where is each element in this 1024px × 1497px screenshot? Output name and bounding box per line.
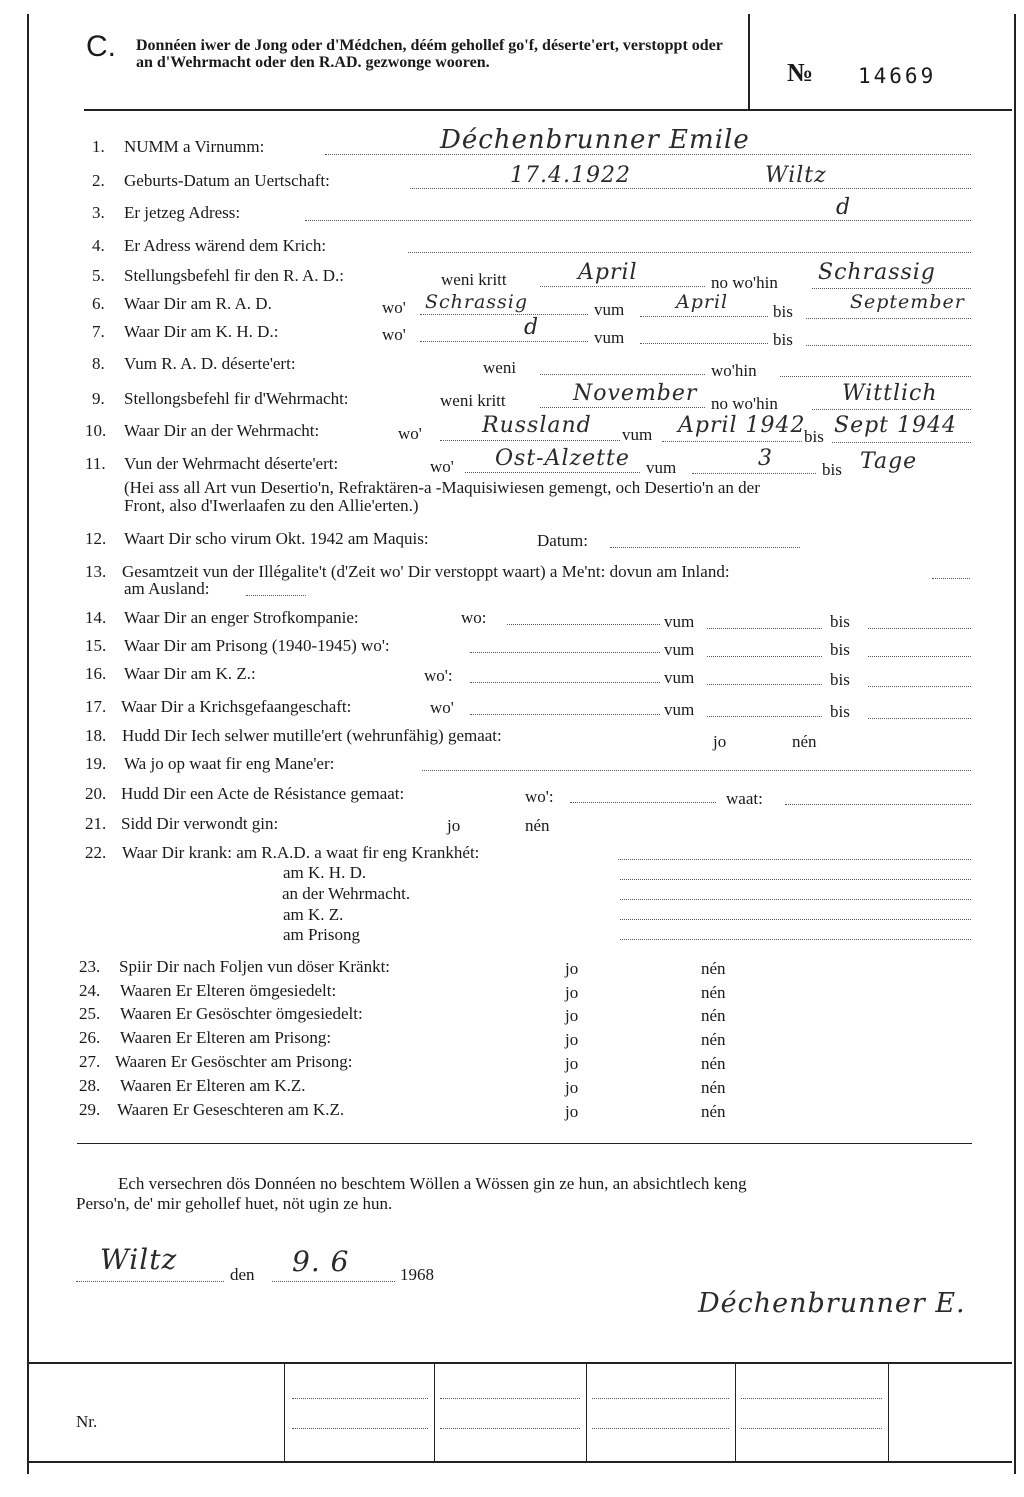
- birth-label: Geburts-Datum an Uertschaft:: [124, 171, 330, 190]
- address-value: d: [836, 195, 852, 220]
- address-label: Er jetzeg Adress:: [124, 203, 241, 222]
- illness-sub-label: am Prisong: [283, 925, 360, 944]
- kz-label: Waar Dir am K. Z.:: [124, 664, 256, 683]
- name-value: Déchenbrunner Emile: [440, 125, 750, 155]
- line-number: 16.: [85, 664, 107, 683]
- datum-label: Datum:: [537, 531, 588, 550]
- desertion-note: Front, also d'Iwerlaafen zu den Allie'erten.): [124, 496, 419, 515]
- line-number: 18.: [85, 726, 107, 745]
- footer-bottom-rule: [28, 1461, 1012, 1463]
- wounded-label: Sidd Dir verwondt gin:: [121, 814, 279, 833]
- rad-from-value: April: [676, 291, 729, 313]
- prison-to-field[interactable]: [868, 656, 971, 657]
- footer-field[interactable]: [440, 1398, 580, 1399]
- consequences-label: Spiir Dir nach Foljen vun döser Kränkt:: [119, 957, 391, 976]
- rad-desert-where-field[interactable]: [780, 376, 971, 377]
- line-number: 21.: [85, 814, 107, 833]
- wo-label: wo': [382, 325, 406, 344]
- line-number: 28.: [79, 1076, 101, 1095]
- number-sign: №: [787, 58, 814, 87]
- footer-cell-divider: [586, 1363, 587, 1461]
- bis-label: bis: [804, 427, 824, 446]
- bis-label: bis: [773, 302, 793, 321]
- wm-desert-from-field[interactable]: [692, 473, 816, 474]
- khd-where-value: d: [524, 315, 540, 340]
- wm-to-value: Sept 1944: [834, 413, 957, 438]
- nen-option[interactable]: nén: [525, 816, 550, 835]
- illegality-label: Gesamtzeit vun der Illégalite't (d'Zeit wo' Dir verstoppt waart) a Me'nt: dovun am Inland:: [122, 562, 730, 581]
- footer-cell-divider: [284, 1363, 285, 1461]
- kz-where-field[interactable]: [470, 682, 660, 683]
- form-title: Donnéen iwer de Jong oder d'Médchen, déém gehollef go'f, déserte'ert, verstoppt oder an d'Wehrmacht oder den R.AD. gezwonge wooren.: [136, 37, 723, 71]
- jo-option[interactable]: jo: [447, 816, 461, 835]
- line-number: 8.: [92, 354, 105, 373]
- prison-from-field[interactable]: [707, 656, 822, 657]
- wo-label: wo': [430, 698, 454, 717]
- illness-sub-label: an der Wehrmacht.: [282, 884, 411, 903]
- birth-date-value: 17.4.1922: [510, 163, 631, 188]
- line-number: 24.: [79, 981, 101, 1000]
- wm-order-label: Stellongsbefehl fir d'Wehrmacht:: [124, 389, 349, 408]
- year-label: 1968: [400, 1265, 434, 1284]
- wm-order-where-field[interactable]: [812, 409, 971, 410]
- wm-order-when-field[interactable]: [540, 407, 705, 408]
- kz-from-field[interactable]: [707, 684, 822, 685]
- line-number: 1.: [92, 137, 105, 156]
- vum-label: vum: [594, 300, 625, 319]
- footer-field[interactable]: [292, 1428, 428, 1429]
- when-label: weni: [483, 358, 517, 377]
- line-number: 5.: [92, 266, 105, 285]
- siblings-kz-label: Waaren Er Geseschteren am K.Z.: [117, 1100, 345, 1119]
- footer-cell-divider: [888, 1363, 889, 1461]
- footer-field[interactable]: [292, 1398, 428, 1399]
- vum-label: vum: [664, 700, 695, 719]
- illness-prison-field[interactable]: [620, 939, 971, 940]
- rad-order-where-value: Schrassig: [818, 260, 936, 285]
- line-number: 4.: [92, 236, 105, 255]
- mutilation-label: Hudd Dir Iech selwer mutille'ert (wehrunfähig) gemaat:: [122, 726, 502, 745]
- parents-prison-label: Waaren Er Elteren am Prisong:: [120, 1028, 332, 1047]
- line-number: 12.: [85, 529, 107, 548]
- line-number: 29.: [79, 1100, 101, 1119]
- illness-label: Waar Dir krank: am R.A.D. a waat fir eng Krankhét:: [122, 843, 480, 862]
- form-number: 14669: [858, 64, 937, 88]
- line-number: 9.: [92, 389, 105, 408]
- rad-to-field[interactable]: [806, 318, 971, 319]
- illness-rad-field[interactable]: [618, 859, 971, 860]
- rad-where-value: Schrassig: [425, 291, 529, 313]
- jo-option[interactable]: jo: [565, 1006, 579, 1025]
- sign-date-field[interactable]: [272, 1281, 395, 1282]
- wo-label: wo': [382, 298, 406, 317]
- pow-from-field[interactable]: [707, 716, 822, 717]
- sign-place-value: Wiltz: [100, 1243, 178, 1276]
- wm-from-field[interactable]: [662, 441, 802, 442]
- inland-field[interactable]: [932, 578, 970, 579]
- nen-option[interactable]: nén: [701, 1054, 726, 1073]
- line-number: 22.: [85, 843, 107, 862]
- line-number: 11.: [85, 454, 106, 473]
- line-number: 19.: [85, 754, 107, 773]
- nen-option[interactable]: nén: [701, 1078, 726, 1097]
- line-number: 25.: [79, 1004, 101, 1023]
- nen-option[interactable]: nén: [701, 1102, 726, 1121]
- pow-to-field[interactable]: [868, 718, 971, 719]
- desertion-note: (Hei ass all Art vun Desertio'n, Refraktären-a -Maquisiwiesen gemengt, och Desertio'n an der: [124, 478, 760, 497]
- where-label: no wo'hin: [711, 394, 778, 413]
- line-number: 27.: [79, 1052, 101, 1071]
- khd-from-field[interactable]: [640, 343, 768, 344]
- wm-desert-where-field[interactable]: [465, 472, 640, 473]
- rad-desert-label: Vum R. A. D. déserte'ert:: [124, 354, 296, 373]
- where-label: wo'hin: [711, 361, 757, 380]
- sign-date-value: 9. 6: [292, 1245, 350, 1278]
- line-number: 23.: [79, 957, 101, 976]
- nen-option[interactable]: nén: [792, 732, 817, 751]
- rad-where-field[interactable]: [420, 314, 588, 315]
- line-number: 2.: [92, 171, 105, 190]
- penal-to-field[interactable]: [868, 628, 971, 629]
- wm-desert-to-value: Tage: [860, 449, 918, 474]
- rad-order-when-value: April: [578, 260, 638, 285]
- nen-option[interactable]: nén: [701, 983, 726, 1002]
- khd-where-field[interactable]: [420, 341, 588, 342]
- maquis-date-field[interactable]: [610, 547, 800, 548]
- abroad-label: am Ausland:: [124, 579, 210, 598]
- jo-option[interactable]: jo: [713, 732, 727, 751]
- name-label: NUMM a Virnumm:: [124, 137, 265, 156]
- section-rule: [77, 1143, 972, 1144]
- wm-order-where-value: Wittlich: [842, 381, 938, 406]
- bis-label: bis: [830, 670, 850, 689]
- line-number: 13.: [85, 562, 107, 581]
- header-divider: [748, 14, 750, 110]
- resistance-where-field[interactable]: [570, 802, 716, 803]
- wo-label: wo': [398, 424, 422, 443]
- wm-desert-label: Vun der Wehrmacht déserte'ert:: [124, 454, 339, 473]
- rad-desert-when-field[interactable]: [540, 374, 705, 375]
- line-number: 10.: [85, 421, 107, 440]
- khd-label: Waar Dir am K. H. D.:: [124, 322, 279, 341]
- vum-label: vum: [664, 612, 695, 631]
- resistance-label: Hudd Dir een Acte de Résistance gemaat:: [121, 784, 405, 803]
- wo-label: wo': [430, 457, 454, 476]
- wm-where-field[interactable]: [440, 440, 620, 441]
- illness-wm-field[interactable]: [620, 899, 971, 900]
- bis-label: bis: [830, 612, 850, 631]
- line-number: 26.: [79, 1028, 101, 1047]
- vum-label: vum: [646, 458, 677, 477]
- rad-order-label: Stellungsbefehl fir den R. A. D.:: [124, 266, 345, 285]
- rad-order-where-field[interactable]: [812, 288, 971, 289]
- address-field[interactable]: [305, 220, 971, 221]
- line-number: 17.: [85, 697, 107, 716]
- line-number: 6.: [92, 294, 105, 313]
- manner-field[interactable]: [422, 770, 971, 771]
- footer-cell-divider: [735, 1363, 736, 1461]
- jo-option[interactable]: jo: [565, 1030, 579, 1049]
- birth-place-value: Wiltz: [765, 163, 827, 188]
- birth-field[interactable]: [410, 188, 971, 189]
- wm-order-when-value: November: [573, 381, 698, 406]
- jo-option[interactable]: jo: [565, 983, 579, 1002]
- footer-field[interactable]: [592, 1428, 729, 1429]
- siblings-resettled-label: Waaren Er Gesöschter ömgesiedelt:: [120, 1004, 363, 1023]
- wm-from-value: April 1942: [678, 413, 806, 438]
- vum-label: vum: [594, 328, 625, 347]
- jo-option[interactable]: jo: [565, 1054, 579, 1073]
- rad-order-when-field[interactable]: [540, 286, 705, 287]
- siblings-prison-label: Waaren Er Gesöschter am Prisong:: [115, 1052, 353, 1071]
- war-address-label: Er Adress wärend dem Krich:: [124, 236, 327, 255]
- bis-label: bis: [773, 330, 793, 349]
- jo-option[interactable]: jo: [565, 1102, 579, 1121]
- vum-label: vum: [622, 425, 653, 444]
- den-label: den: [230, 1265, 255, 1284]
- kz-to-field[interactable]: [868, 686, 971, 687]
- parents-resettled-label: Waaren Er Elteren ömgesiedelt:: [120, 981, 337, 1000]
- line-number: 15.: [85, 636, 107, 655]
- nen-option[interactable]: nén: [701, 959, 726, 978]
- abroad-field[interactable]: [246, 595, 306, 596]
- illness-sub-label: am K. H. D.: [283, 863, 367, 882]
- wo-label: wo:: [461, 608, 487, 627]
- illness-khd-field[interactable]: [620, 879, 971, 880]
- manner-label: Wa jo op waat fir eng Mane'er:: [124, 754, 335, 773]
- footer-field[interactable]: [741, 1398, 882, 1399]
- rad-label: Waar Dir am R. A. D.: [124, 294, 272, 313]
- nen-option[interactable]: nén: [701, 1006, 726, 1025]
- sign-place-field[interactable]: [76, 1281, 224, 1282]
- declaration-text: Ech versechren dös Donnéen no beschtem Wöllen a Wössen gin ze hun, an absichtlech keng: [118, 1174, 747, 1193]
- wo-label: wo':: [424, 666, 453, 685]
- illness-kz-field[interactable]: [620, 919, 971, 920]
- where-label: no wo'hin: [711, 273, 778, 292]
- footer-cell-divider: [434, 1363, 435, 1461]
- declaration-text: Perso'n, de' mir gehollef huet, nöt ugin ze hun.: [76, 1194, 393, 1213]
- section-letter: C.: [86, 30, 116, 63]
- line-number: 3.: [92, 203, 105, 222]
- wo-label: wo':: [525, 787, 554, 806]
- prison-label: Waar Dir am Prisong (1940-1945) wo':: [124, 636, 390, 655]
- vum-label: vum: [664, 640, 695, 659]
- resistance-what-field[interactable]: [785, 804, 971, 805]
- when-label: weni kritt: [440, 391, 506, 410]
- footer-top-rule: [28, 1362, 1012, 1364]
- wm-to-field[interactable]: [832, 442, 971, 443]
- jo-option[interactable]: jo: [565, 1078, 579, 1097]
- vum-label: vum: [664, 668, 695, 687]
- line-number: 14.: [85, 608, 107, 627]
- penal-company-label: Waar Dir an enger Strofkompanie:: [124, 608, 359, 627]
- line-number: 20.: [85, 784, 107, 803]
- footer-field[interactable]: [440, 1428, 580, 1429]
- line-number: 7.: [92, 322, 105, 341]
- war-address-field[interactable]: [408, 252, 971, 253]
- maquis-label: Waart Dir scho virum Okt. 1942 am Maquis:: [124, 529, 429, 548]
- prison-where-field[interactable]: [470, 652, 660, 653]
- signature: Déchenbrunner E.: [698, 1288, 966, 1319]
- penal-where-field[interactable]: [507, 624, 660, 625]
- parents-kz-label: Waaren Er Elteren am K.Z.: [120, 1076, 306, 1095]
- wm-desert-from-value: 3: [758, 446, 773, 471]
- jo-option[interactable]: jo: [565, 959, 579, 978]
- footer-field[interactable]: [592, 1398, 729, 1399]
- rad-from-field[interactable]: [640, 316, 768, 317]
- when-label: weni kritt: [441, 270, 507, 289]
- illness-sub-label: am K. Z.: [283, 905, 344, 924]
- waat-label: waat:: [726, 789, 763, 808]
- header-rule: [84, 109, 1012, 111]
- pow-where-field[interactable]: [470, 714, 660, 715]
- penal-from-field[interactable]: [707, 628, 822, 629]
- nr-label: Nr.: [76, 1412, 98, 1431]
- wm-label: Waar Dir an der Wehrmacht:: [124, 421, 320, 440]
- khd-to-field[interactable]: [806, 345, 971, 346]
- wm-where-value: Russland: [482, 413, 592, 438]
- bis-label: bis: [822, 460, 842, 479]
- footer-field[interactable]: [741, 1428, 882, 1429]
- rad-to-value: September: [850, 291, 965, 313]
- wm-desert-where-value: Ost-Alzette: [495, 446, 630, 471]
- bis-label: bis: [830, 702, 850, 721]
- pow-label: Waar Dir a Krichsgefaangeschaft:: [121, 697, 352, 716]
- bis-label: bis: [830, 640, 850, 659]
- nen-option[interactable]: nén: [701, 1030, 726, 1049]
